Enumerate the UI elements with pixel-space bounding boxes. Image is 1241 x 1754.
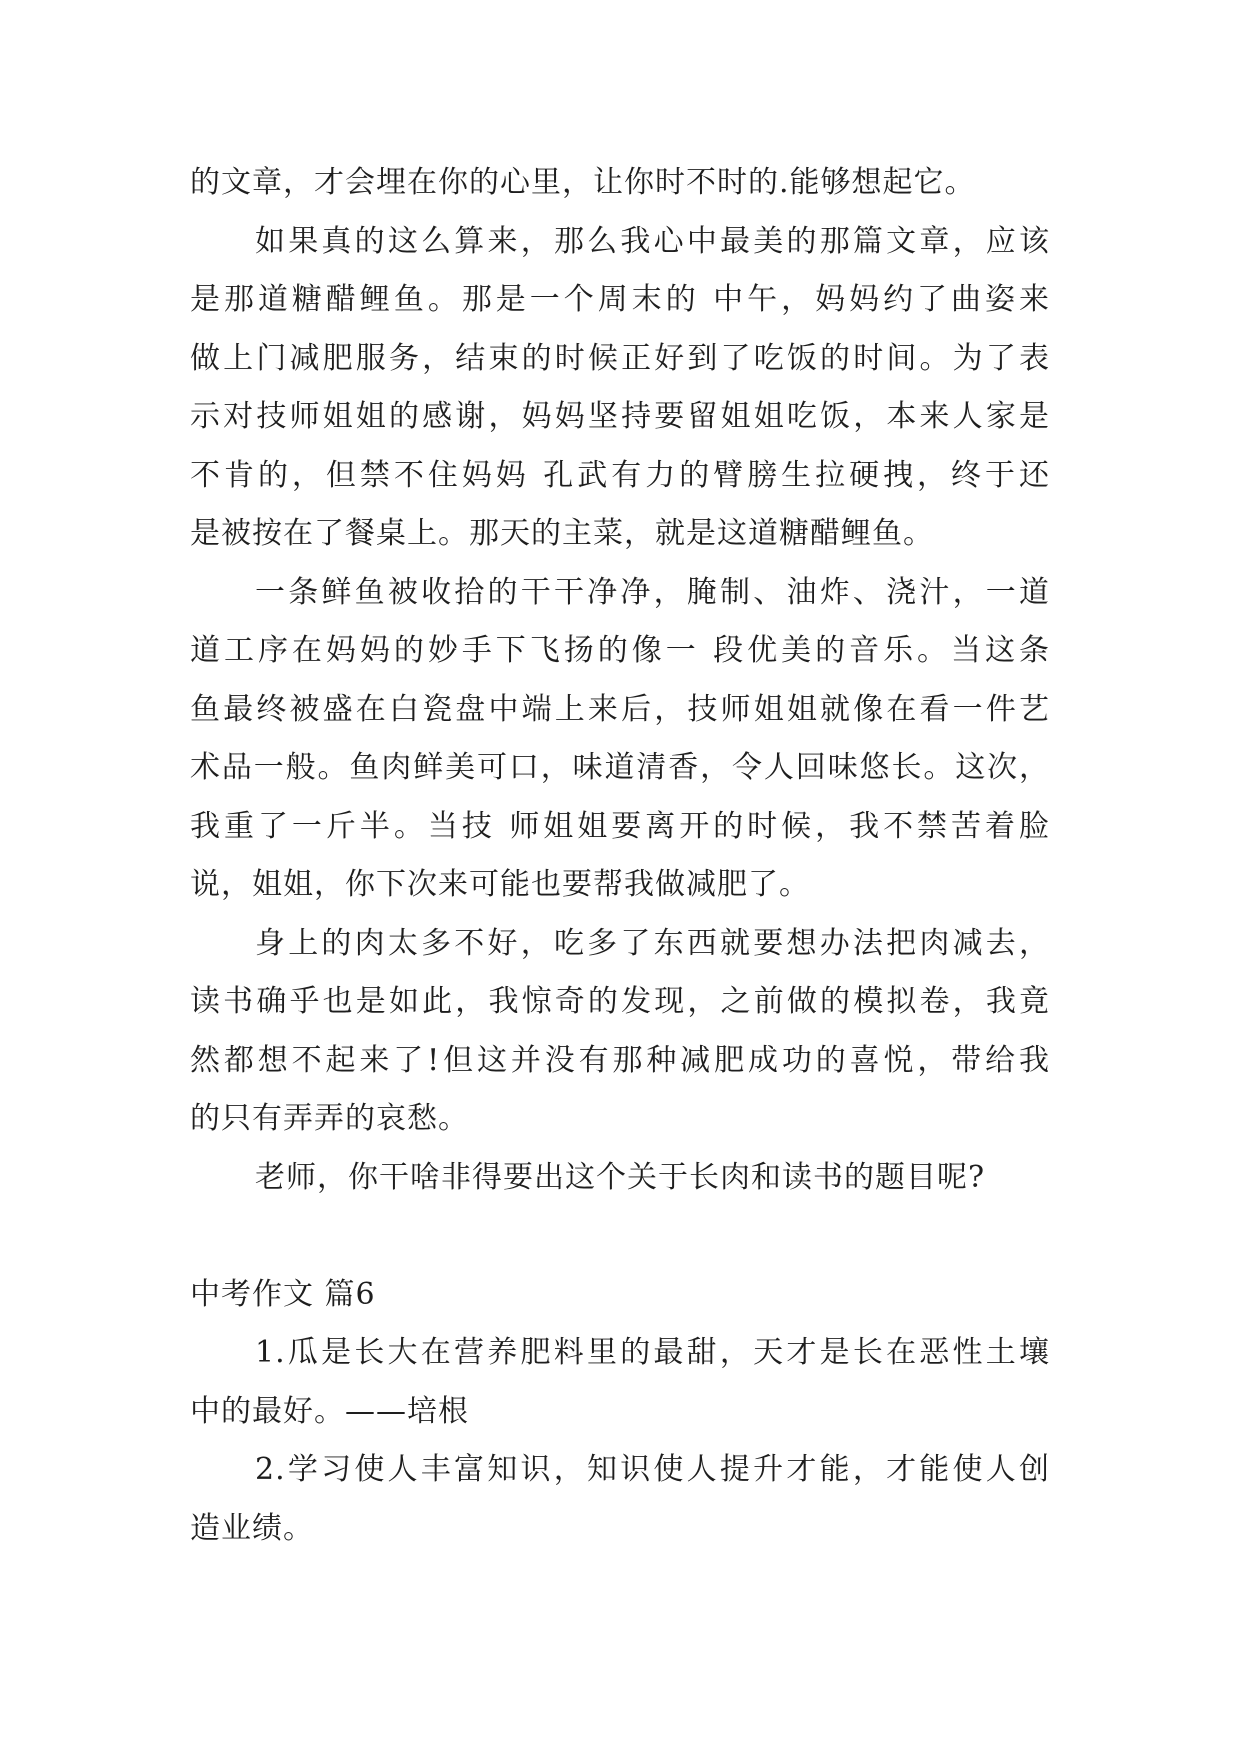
quote-line: 2.学习使人丰富知识，知识使人提升才能，才能使人创	[255, 1452, 1050, 1487]
text-line: 是那道糖醋鲤鱼。那是一个周末的 中午，妈妈约了曲姿来	[190, 282, 1050, 317]
text-line: 身上的肉太多不好，吃多了东西就要想办法把肉减去，	[255, 925, 1050, 961]
text-line: 做上门减肥服务，结束的时候正好到了吃饭的时间。为了表	[190, 340, 1050, 376]
text-line: 我重了一斤半。当技 师姐姐要离开的时候，我不禁苦着脸	[190, 808, 1050, 844]
text-line: 示对技师姐姐的感谢，妈妈坚持要留姐姐吃饭，本来人家是	[190, 399, 1050, 434]
document-page	[190, 154, 1050, 1558]
text-line: 不肯的，但禁不住妈妈 孔武有力的臂膀生拉硬拽，终于还	[190, 457, 1050, 493]
text-line: 如果真的这么算来，那么我心中最美的那篇文章，应该	[255, 223, 1050, 259]
text-line: 的只有弄弄的哀愁。	[190, 1101, 469, 1136]
quote-line: 造业绩。	[190, 1510, 314, 1546]
text-line: 一条鲜鱼被收拾的干干净净，腌制、油炸、浇汁，一道	[255, 574, 1050, 610]
text-line: 说，姐姐，你下次来可能也要帮我做减肥了。	[190, 867, 810, 902]
text-line: 鱼最终被盛在白瓷盘中端上来后，技师姐姐就像在看一件艺	[190, 691, 1050, 727]
text-line: 老师，你干啥非得要出这个关于长肉和读书的题目呢?	[255, 1159, 986, 1195]
text-line: 术品一般。鱼肉鲜美可口，味道清香，令人回味悠长。这次，	[190, 750, 1050, 785]
quote-line: 1.瓜是长大在营养肥料里的最甜，天才是长在恶性土壤	[255, 1335, 1050, 1370]
section-heading: 中考作文 篇6	[190, 1276, 376, 1312]
blank-line	[190, 1207, 1050, 1266]
text-line: 道工序在妈妈的妙手下飞扬的像一 段优美的音乐。当这条	[190, 633, 1050, 668]
text-line: 的文章，才会埋在你的心里，让你时不时的.能够想起它。	[190, 165, 976, 200]
text-line: 然都想不起来了!但这并没有那种减肥成功的喜悦，带给我	[190, 1042, 1050, 1078]
text-line: 读书确乎也是如此，我惊奇的发现，之前做的模拟卷，我竟	[190, 984, 1050, 1019]
quote-line: 中的最好。——培根	[190, 1393, 469, 1429]
text-line: 是被按在了餐桌上。那天的主菜，就是这道糖醋鲤鱼。	[190, 516, 934, 551]
